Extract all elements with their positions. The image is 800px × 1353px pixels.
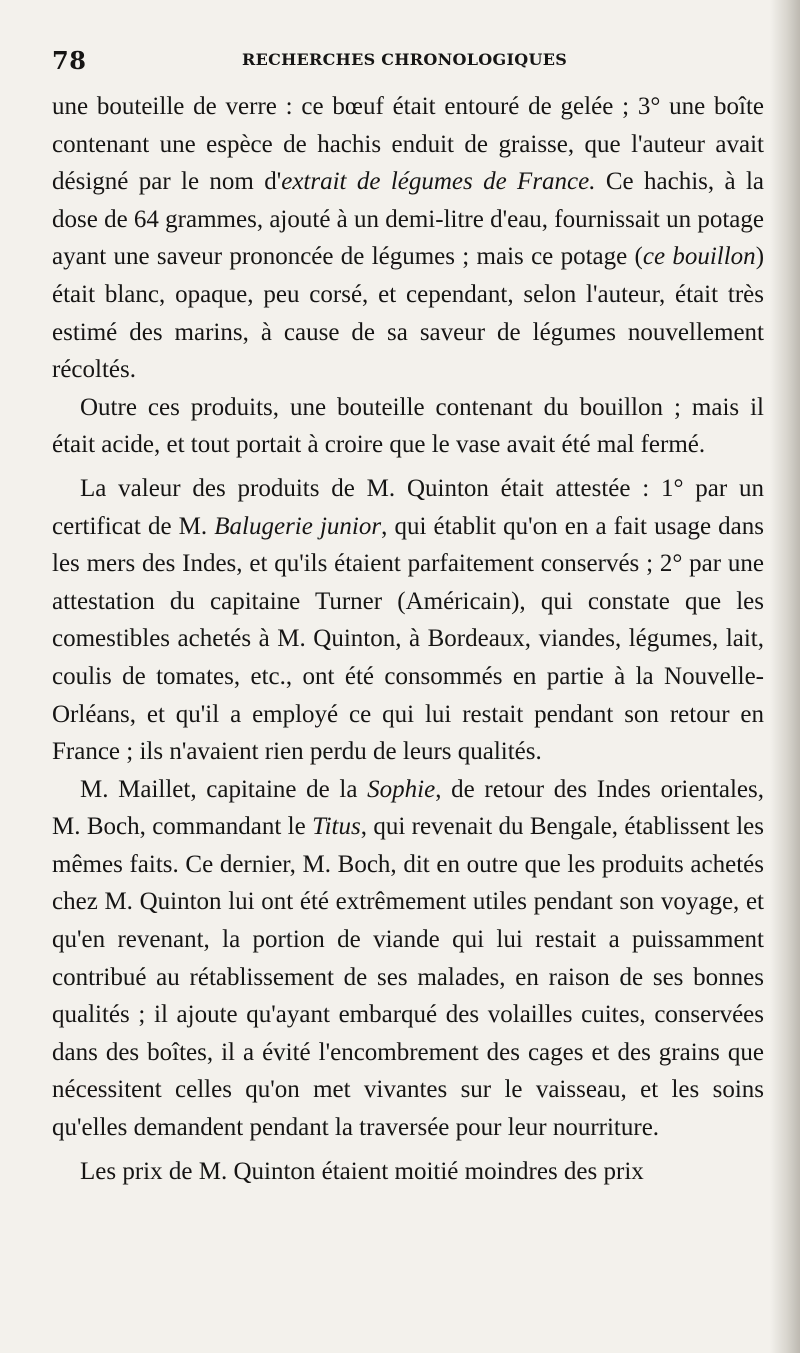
running-header [52,46,764,76]
body-text [52,88,764,1190]
italic-run: Titus [312,813,361,841]
text-run: une bouteille de verre : ce bœuf était entouré de gelée ; 3° une boîte contenant une espèce de hachis enduit de graisse, que l'auteur avait désigné par le nom d' [52,93,764,196]
page-edge-shadow [770,0,800,1353]
text-run: , qui établit qu'on en a fait usage dans les mers des Indes, et qu'ils étaient parfaitement conservés ; 2° par une attestation du capitaine Turner (Américain), qui constate que les comestibles achetés à M. Quinton, à Bordeaux, viandes, légumes, lait, coulis de tomates, etc., ont été consommés en partie à la Nouvelle-Orléans, et qu'il a employé ce qui lui restait pendant son retour en France ; ils n'avaient rien perdu de leurs qualités. [52,512,764,766]
paragraph-2 [52,389,764,464]
text-run: Ce hachis, à la dose de 64 grammes, ajouté à un demi-litre d'eau, fournissait un potage ayant une saveur prononcée de légumes ; mais ce potage ( [52,168,764,271]
text-run: Les prix de M. Quinton étaient moitié moindres des prix [80,1157,644,1185]
italic-run: Balugerie junior [214,512,382,540]
italic-run: extrait de légumes de France. [281,168,596,196]
page-number: 78 [52,46,87,75]
paragraph-4 [52,771,764,1147]
text-run: La valeur des produits de M. Quinton était attestée : 1° par un certificat de M. [52,474,764,540]
paragraph-1 [52,88,764,389]
italic-run: Sophie [367,775,436,803]
text-run: , qui revenait du Bengale, établissent les mêmes faits. Ce dernier, M. Boch, dit en outre que les produits achetés chez M. Quinton lui ont été extrêmement utiles pendant son voyage, et qu'en revenant, la portion de viande qui lui restait a puissamment contribué au rétablissement de ses malades, en raison de ses bonnes qualités ; il ajoute qu'ayant embarqué des volailles cuites, conservées dans des boîtes, il a évité l'encombrement des cages et des grains que nécessitent celles qu'on met vivantes sur le vaisseau, et les soins qu'elles demandent pendant la traversée pour leur nourriture. [52,813,764,1142]
italic-run: ce bouillon [642,243,756,271]
text-run: ) était blanc, opaque, peu corsé, et cependant, selon l'auteur, était très estimé des marins, à cause de sa saveur de légumes nouvellement récoltés. [52,243,765,384]
paragraph-3 [52,470,764,771]
text-run: Outre ces produits, une bouteille contenant du bouillon ; mais il était acide, et tout portait à croire que le vase avait été mal fermé. [52,393,764,459]
text-run: M. Maillet, capitaine de la [80,775,368,803]
paragraph-5 [52,1153,764,1191]
text-run: , de retour des Indes orientales, M. Boch, commandant le [52,775,764,841]
running-title: RECHERCHES CHRONOLOGIQUES [242,50,568,69]
